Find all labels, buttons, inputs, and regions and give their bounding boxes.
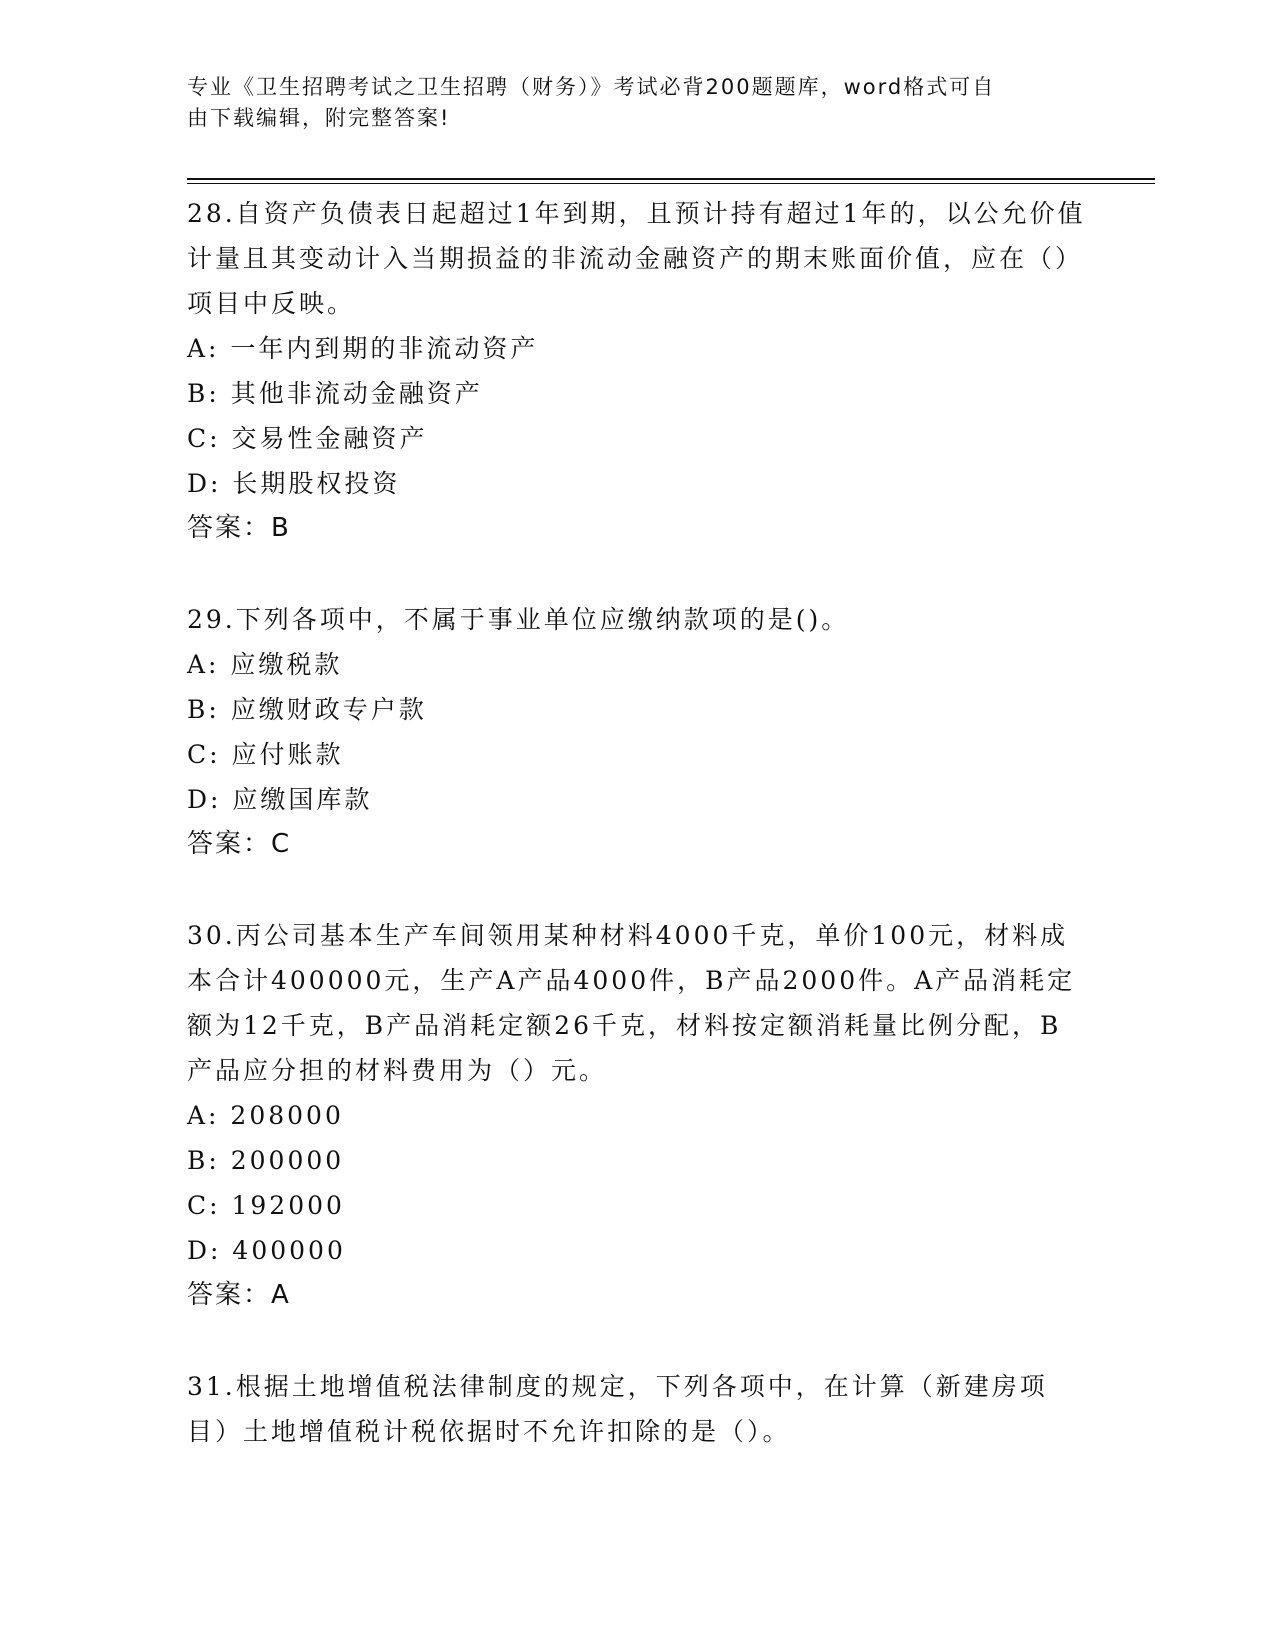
document-header bbox=[187, 72, 1067, 134]
option-c: C: 192000 bbox=[187, 1191, 345, 1220]
question-29 bbox=[187, 597, 1087, 867]
question-stem: 28.自资产负债表日起超过1年到期，且预计持有超过1年的，以公允价值计量且其变动计入当期损益的非流动金融资产的期末账面价值，应在（）项目中反映。 bbox=[187, 199, 1086, 318]
question-30 bbox=[187, 913, 1087, 1318]
option-a: A: 应缴税款 bbox=[187, 650, 343, 679]
answer: 答案：A bbox=[187, 1280, 291, 1310]
option-d: D: 400000 bbox=[187, 1236, 346, 1265]
option-d: D: 长期股权投资 bbox=[187, 469, 401, 498]
header-line-2: 由下载编辑，附完整答案! bbox=[187, 106, 451, 130]
question-28 bbox=[187, 191, 1087, 551]
option-c: C: 应付账款 bbox=[187, 740, 344, 769]
question-stem: 31.根据土地增值税法律制度的规定，下列各项中，在计算（新建房项目）土地增值税计税依据时不允许扣除的是（）。 bbox=[187, 1372, 1048, 1446]
question-stem: 29.下列各项中，不属于事业单位应缴纳款项的是()。 bbox=[187, 605, 850, 634]
option-c: C: 交易性金融资产 bbox=[187, 424, 428, 453]
option-d: D: 应缴国库款 bbox=[187, 785, 373, 814]
question-list bbox=[187, 191, 1087, 1500]
option-b: B: 应缴财政专户款 bbox=[187, 695, 427, 724]
option-a: A: 208000 bbox=[187, 1101, 344, 1130]
header-line-1: 专业《卫生招聘考试之卫生招聘（财务）》考试必背200题题库，word格式可自 bbox=[187, 75, 996, 99]
question-31 bbox=[187, 1364, 1087, 1454]
option-b: B: 其他非流动金融资产 bbox=[187, 379, 483, 408]
option-a: A: 一年内到期的非流动资产 bbox=[187, 334, 539, 363]
header-divider-thick bbox=[187, 178, 1155, 180]
answer: 答案：B bbox=[187, 513, 291, 543]
header-divider-thin bbox=[187, 183, 1155, 184]
option-b: B: 200000 bbox=[187, 1146, 345, 1175]
answer: 答案：C bbox=[187, 829, 292, 859]
question-stem: 30.丙公司基本生产车间领用某种材料4000千克，单价100元，材料成本合计400000元，生产A产品4000件，B产品2000件。A产品消耗定额为12千克，B产品消耗定额26千克，材料按定额消耗量比例分配，B产品应分担的材料费用为（）元。 bbox=[187, 921, 1076, 1085]
